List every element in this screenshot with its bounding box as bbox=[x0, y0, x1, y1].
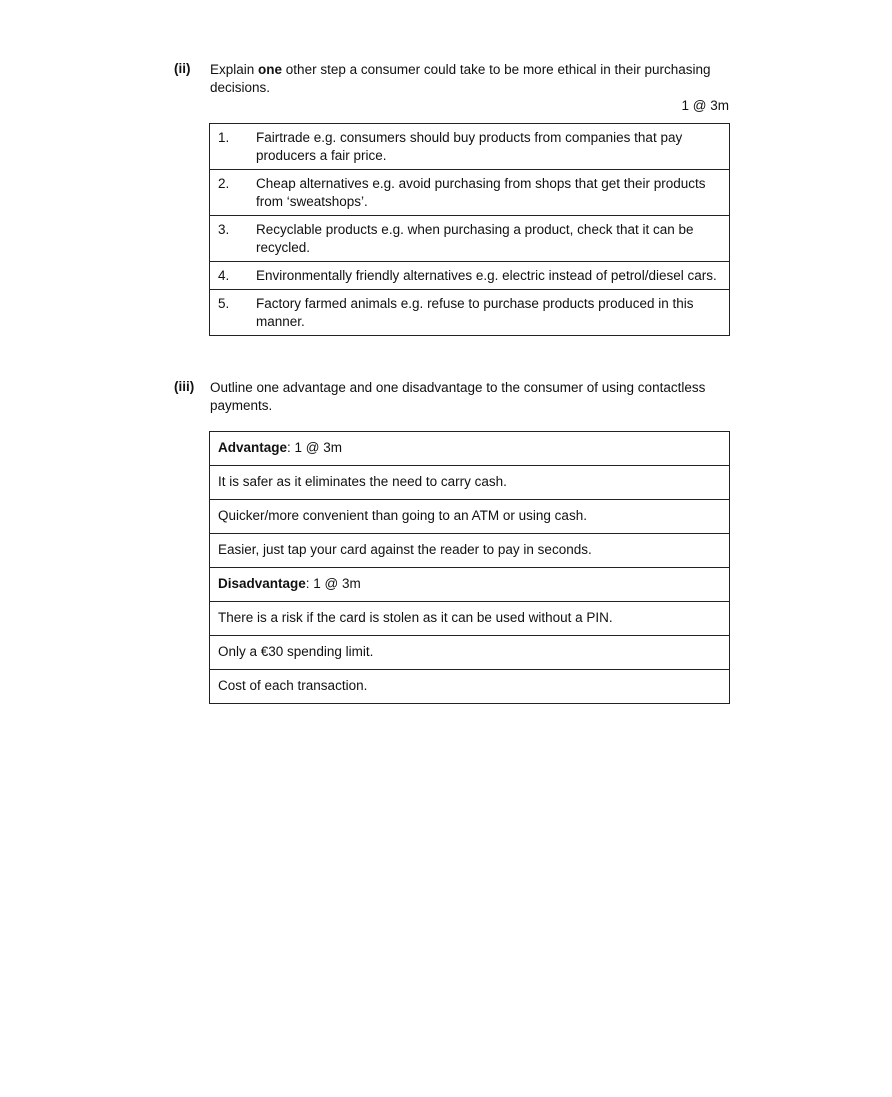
question-iii-number: (iii) bbox=[174, 379, 195, 394]
answer-text: Cheap alternatives e.g. avoid purchasing from shops that get their products from ‘sweatshops’. bbox=[248, 170, 730, 216]
answer-text: Recyclable products e.g. when purchasing a product, check that it can be recycled. bbox=[248, 216, 730, 262]
question-ii-text bbox=[210, 61, 740, 97]
table-row bbox=[210, 636, 730, 670]
disadvantage-label: Disadvantage bbox=[218, 576, 306, 591]
answer-text: Fairtrade e.g. consumers should buy products from companies that pay producers a fair price. bbox=[248, 124, 730, 170]
question-iii-text: Outline one advantage and one disadvantage to the consumer of using contactless payments. bbox=[210, 380, 706, 413]
disadvantage-item: There is a risk if the card is stolen as it can be used without a PIN. bbox=[210, 602, 730, 636]
table-row bbox=[210, 216, 730, 262]
table-row bbox=[210, 466, 730, 500]
question-ii-marks: 1 @ 3m bbox=[681, 98, 729, 113]
table-row bbox=[210, 432, 730, 466]
table-row bbox=[210, 290, 730, 336]
disadvantage-item: Cost of each transaction. bbox=[210, 670, 730, 704]
answer-number: 4. bbox=[210, 262, 249, 290]
table-row bbox=[210, 568, 730, 602]
table-row bbox=[210, 534, 730, 568]
table-row bbox=[210, 170, 730, 216]
advantage-item: Easier, just tap your card against the reader to pay in seconds. bbox=[210, 534, 730, 568]
question-iii-answer-table bbox=[209, 431, 730, 704]
table-row bbox=[210, 500, 730, 534]
question-ii-number: (ii) bbox=[174, 61, 191, 76]
question-ii-text-bold: one bbox=[258, 62, 283, 77]
advantage-item: It is safer as it eliminates the need to carry cash. bbox=[210, 466, 730, 500]
answer-text: Factory farmed animals e.g. refuse to purchase products produced in this manner. bbox=[248, 290, 730, 336]
table-row bbox=[210, 670, 730, 704]
advantage-item: Quicker/more convenient than going to an ATM or using cash. bbox=[210, 500, 730, 534]
table-row bbox=[210, 262, 730, 290]
question-ii-answer-table bbox=[209, 123, 730, 336]
table-row bbox=[210, 602, 730, 636]
disadvantage-header bbox=[210, 568, 730, 602]
disadvantage-marks: : 1 @ 3m bbox=[305, 576, 361, 591]
answer-number: 2. bbox=[210, 170, 249, 216]
answer-text: Environmentally friendly alternatives e.g. electric instead of petrol/diesel cars. bbox=[248, 262, 730, 290]
answer-number: 1. bbox=[210, 124, 249, 170]
answer-number: 3. bbox=[210, 216, 249, 262]
question-ii-text-after: other step a consumer could take to be more ethical in their purchasing decisions. bbox=[210, 62, 711, 95]
advantage-header bbox=[210, 432, 730, 466]
question-ii-text-before: Explain bbox=[210, 62, 259, 77]
table-row bbox=[210, 124, 730, 170]
advantage-marks: : 1 @ 3m bbox=[287, 440, 343, 455]
answer-number: 5. bbox=[210, 290, 249, 336]
disadvantage-item: Only a €30 spending limit. bbox=[210, 636, 730, 670]
advantage-label: Advantage bbox=[218, 440, 288, 455]
